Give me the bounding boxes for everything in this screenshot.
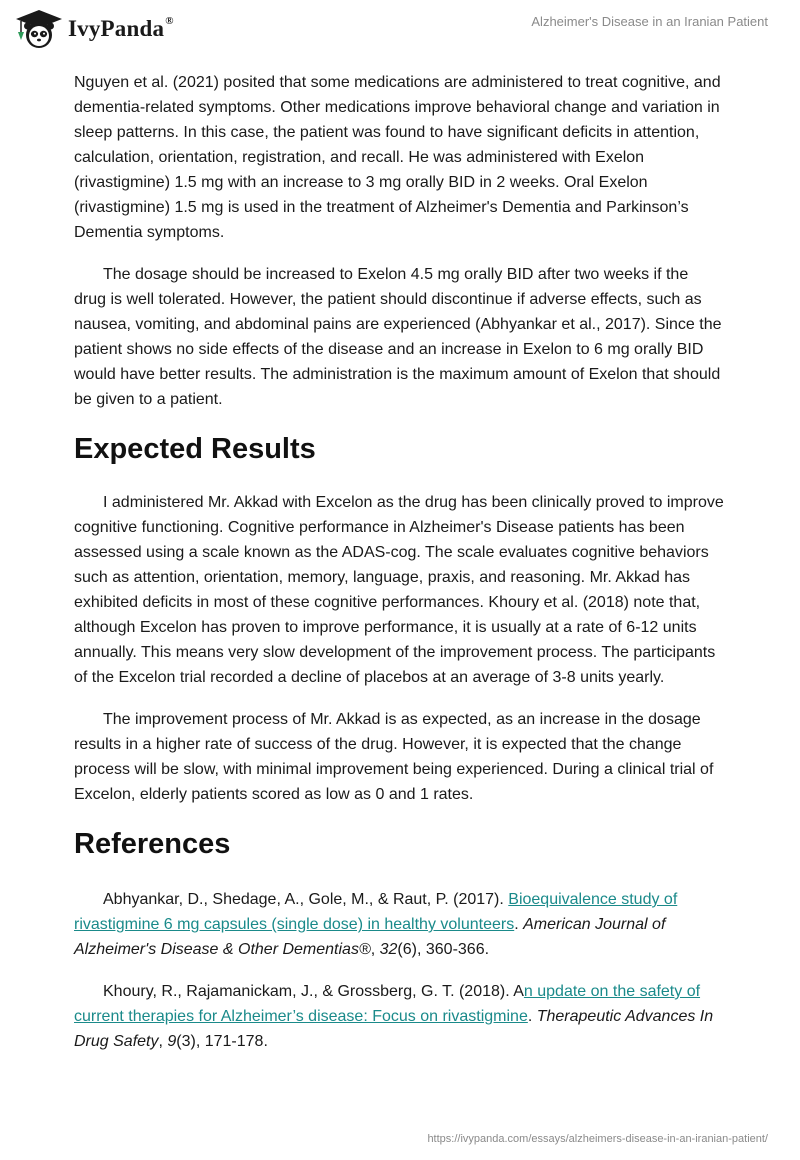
reference-1-comma: , (370, 941, 380, 958)
paragraph-1: Nguyen et al. (2021) posited that some medications are administered to treat cognitive, and dementia-related symptoms. Other medications improve behavioral change and variation in sleep patterns. In this case, the patient was found to have significant deficits in attention, calculation, orientation, registration, and recall. He was administered with Exelon (rivastigmine) 1.5 mg with an increase to 3 mg orally BID in 2 weeks. Oral Exelon (rivastigmine) 1.5 mg is used in the treatment of Alzheimer's Dementia and Parkinson’s Dementia symptoms. (74, 74, 721, 241)
panda-graduate-icon (14, 8, 64, 50)
article-body (74, 70, 724, 1071)
reference-2-pages: (3), 171-178. (176, 1033, 268, 1050)
reference-2-separator: . (527, 1008, 537, 1025)
reference-1-link[interactable]: Bioequivalence study of rivastigmine 6 mg capsules (single dose) in healthy volunteers (74, 891, 678, 933)
reference-2 (74, 979, 724, 1054)
footer-url: https://ivypanda.com/essays/alzheimers-disease-in-an-iranian-patient/ (427, 1133, 768, 1145)
heading-references: References (74, 828, 231, 860)
reference-2-authors: Khoury, R., Rajamanickam, J., & Grossberg, G. T. (2018). A (103, 983, 524, 1000)
paragraph-2: The dosage should be increased to Exelon 4.5 mg orally BID after two weeks if the drug is well tolerated. However, the patient should discontinue if adverse effects, such as nausea, vomiting, and abdominal pains are experienced (Abhyankar et al., 2017). Since the patient shows no side effects of the disease and an increase in Exelon to 6 mg orally BID would have better results. The administration is the maximum amount of Exelon that should be given to a patient. (74, 266, 722, 408)
reference-1-separator: . (514, 916, 524, 933)
reference-1-authors: Abhyankar, D., Shedage, A., Gole, M., & Raut, P. (2017). (103, 891, 509, 908)
document-title: Alzheimer's Disease in an Iranian Patient (531, 14, 768, 29)
ivypanda-logo[interactable] (14, 8, 174, 50)
reference-2-journal: Therapeutic Advances In Drug Safety (74, 1008, 714, 1050)
reference-2-volume: 9 (167, 1033, 177, 1050)
reference-1-volume: 32 (379, 941, 398, 958)
reference-2-comma: , (158, 1033, 168, 1050)
logo-wordmark: IvyPanda® (68, 15, 174, 41)
heading-expected-results: Expected Results (74, 433, 316, 465)
reference-2-link[interactable]: n update on the safety of current therapies for Alzheimer’s disease: Focus on rivastigmine (74, 983, 701, 1025)
page-header (0, 0, 800, 70)
reference-1-pages: (6), 360-366. (397, 941, 490, 958)
reference-1-journal: American Journal of Alzheimer's Disease & Other Dementias® (74, 916, 666, 958)
paragraph-4: The improvement process of Mr. Akkad is as expected, as an increase in the dosage results in a higher rate of success of the drug. However, it is expected that the change process will be slow, with minimal improvement being experienced. During a clinical trial of Excelon, elderly patients scored as low as 0 and 1 rates. (74, 711, 714, 803)
reference-1 (74, 887, 724, 962)
paragraph-3: I administered Mr. Akkad with Excelon as the drug has been clinically proved to improve cognitive functioning. Cognitive performance in Alzheimer's Disease patients has been assessed using a scale known as the ADAS-cog. The scale evaluates cognitive behaviors such as attention, orientation, memory, language, praxis, and reasoning. Mr. Akkad has exhibited deficits in most of these cognitive performances. Khoury et al. (2018) note that, although Excelon has proven to improve performance, it is usually at a rate of 6-12 units annually. This means very slow development of the improvement process. The participants of the Excelon trial recorded a decline of placebos at an average of 3-8 units yearly. (74, 494, 724, 686)
